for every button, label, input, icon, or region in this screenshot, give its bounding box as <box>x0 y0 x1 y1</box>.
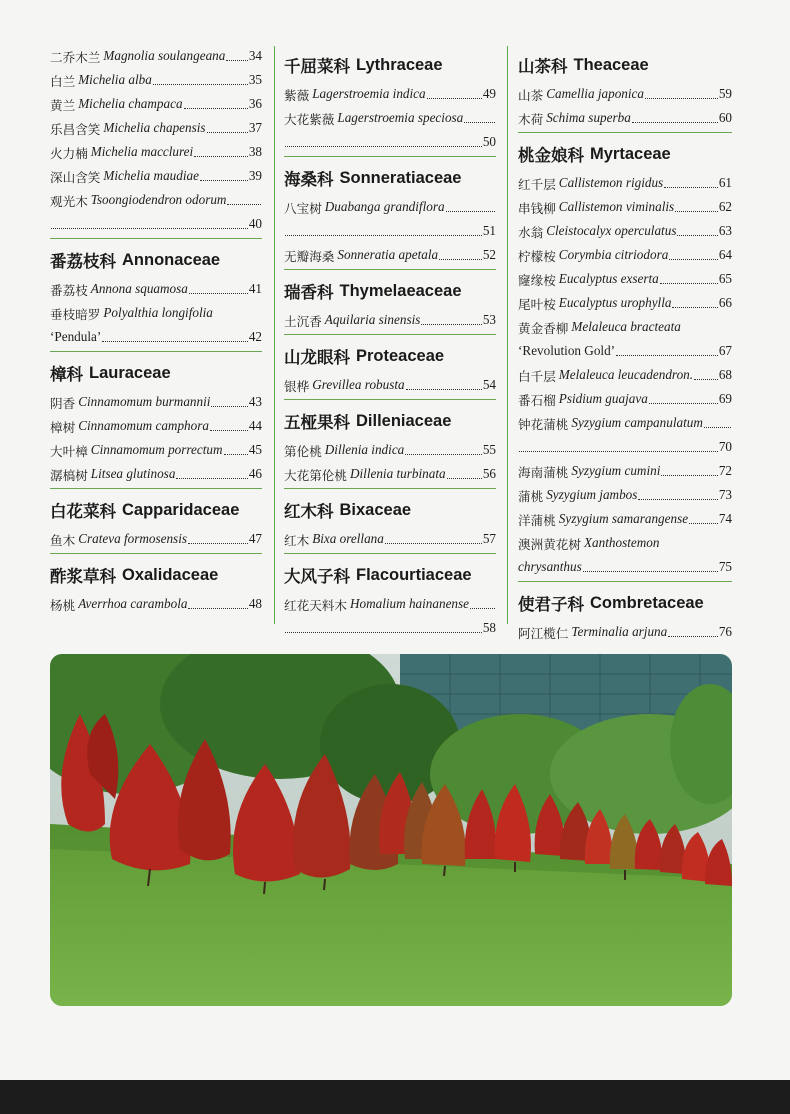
entry-name-cn: 深山含笑 <box>50 169 101 185</box>
toc-entry-continuation[interactable] <box>50 212 262 236</box>
toc-column-1 <box>50 44 262 616</box>
leader-dots <box>664 187 718 188</box>
toc-entry[interactable] <box>518 171 732 195</box>
entry-name-cn: 潺槁树 <box>50 467 88 483</box>
leader-dots <box>645 98 718 99</box>
toc-entry-continuation[interactable] <box>284 219 496 243</box>
toc-entry-continuation[interactable] <box>518 339 732 363</box>
page-number: 64 <box>718 247 732 262</box>
family-heading <box>284 493 496 527</box>
leader-dots <box>200 180 248 181</box>
leader-dots <box>675 211 718 212</box>
entry-name-latin: Eucalyptus urophylla <box>558 295 672 310</box>
family-name-cn: 瑞香科 <box>284 283 334 302</box>
toc-entry[interactable] <box>518 531 732 555</box>
entry-name-cn: 番荔枝 <box>50 282 88 298</box>
family-name-latin: Thymelaeaceae <box>339 281 462 300</box>
toc-entry-continuation[interactable] <box>284 130 496 154</box>
page-number: 59 <box>718 86 732 101</box>
page-number: 57 <box>482 531 496 546</box>
toc-entry[interactable] <box>284 195 496 219</box>
leader-dots <box>224 454 248 455</box>
toc-entry[interactable] <box>518 483 732 507</box>
leader-dots <box>207 132 248 133</box>
leader-dots <box>447 478 482 479</box>
leader-dots <box>632 122 718 123</box>
entry-name-latin: Cinnamomum burmannii <box>78 394 211 409</box>
toc-entry[interactable] <box>518 363 732 387</box>
toc-entry[interactable] <box>518 620 732 644</box>
entry-name-latin: Annona squamosa <box>90 281 188 296</box>
entry-name-cn: 红花天料木 <box>284 597 347 613</box>
toc-entry[interactable] <box>284 106 496 130</box>
entry-name-latin: Polyalthia longifolia <box>103 305 213 320</box>
entry-name-cn: 柠檬桉 <box>518 248 556 264</box>
section-divider <box>50 238 262 239</box>
entry-name-latin: Cleistocalyx operculatus <box>546 223 677 238</box>
entry-name-latin-cont: chrysanthus <box>518 559 582 574</box>
entry-name-cn: 澳洲黄花树 <box>518 536 581 552</box>
entry-name-latin: Psidium guajava <box>558 391 648 406</box>
family-name-cn: 五桠果科 <box>284 413 350 432</box>
toc-entry[interactable] <box>518 82 732 106</box>
family-heading <box>284 558 496 592</box>
page-number: 63 <box>718 223 732 238</box>
family-name-cn: 红木科 <box>284 502 334 521</box>
toc-entry[interactable] <box>50 44 262 68</box>
page-number: 76 <box>718 624 732 639</box>
entry-name-latin: Syzygium jambos <box>546 487 638 502</box>
entry-name-cn: 樟树 <box>50 419 76 435</box>
family-heading <box>518 586 732 620</box>
toc-column-3 <box>518 44 732 644</box>
scan-border <box>0 1080 790 1114</box>
column-divider <box>507 46 508 624</box>
family-heading <box>284 161 496 195</box>
entry-name-cn: 乐昌含笑 <box>50 121 101 137</box>
toc-entry[interactable] <box>518 195 732 219</box>
entry-name-cn: 大花第伦桃 <box>284 467 347 483</box>
entry-name-latin: Dillenia indica <box>324 442 405 457</box>
family-name-latin: Lauraceae <box>89 363 171 382</box>
entry-name-cn: 紫薇 <box>284 87 310 103</box>
section-divider <box>284 269 496 270</box>
entry-name-latin: Michelia chapensis <box>103 120 206 135</box>
toc-entry[interactable] <box>518 291 732 315</box>
page-number: 61 <box>718 175 732 190</box>
page-number: 67 <box>718 343 732 358</box>
leader-dots <box>446 211 495 212</box>
family-name-latin: Theaceae <box>573 55 649 74</box>
family-heading <box>284 404 496 438</box>
leader-dots <box>439 259 482 260</box>
section-divider <box>284 334 496 335</box>
entry-name-cn: 黄兰 <box>50 97 76 113</box>
page-number: 65 <box>718 271 732 286</box>
entry-name-cn: 火力楠 <box>50 145 88 161</box>
toc-entry[interactable] <box>284 527 496 551</box>
toc-entry[interactable] <box>50 527 262 551</box>
entry-name-latin: Corymbia citriodora <box>558 247 669 262</box>
leader-dots <box>660 283 718 284</box>
family-heading <box>518 48 732 82</box>
entry-name-cn: 洋蒲桃 <box>518 512 556 528</box>
entry-name-latin: Camellia japonica <box>546 86 644 101</box>
page-number: 46 <box>248 466 262 481</box>
leader-dots <box>470 608 495 609</box>
entry-name-cn: 钟花蒲桃 <box>518 416 569 432</box>
page-number: 40 <box>248 216 262 231</box>
toc-entry-continuation[interactable] <box>50 325 262 349</box>
leader-dots <box>704 427 731 428</box>
leader-dots <box>188 608 247 609</box>
leader-dots <box>153 84 248 85</box>
entry-name-cn: 白千层 <box>518 368 556 384</box>
family-name-cn: 酢浆草科 <box>50 567 116 586</box>
leader-dots <box>189 293 248 294</box>
leader-dots <box>519 451 718 452</box>
family-name-latin: Lythraceae <box>356 55 443 74</box>
entry-name-latin: Crateva formosensis <box>78 531 187 546</box>
toc-entry-continuation[interactable] <box>518 555 732 579</box>
entry-name-latin-cont: ‘Pendula’ <box>50 329 102 344</box>
page-number: 45 <box>248 442 262 457</box>
toc-entry[interactable] <box>284 373 496 397</box>
family-name-latin: Proteaceae <box>356 346 445 365</box>
section-divider <box>284 488 496 489</box>
page-number: 54 <box>482 377 496 392</box>
entry-name-cn: 窿缘桉 <box>518 272 556 288</box>
toc-entry[interactable] <box>50 592 262 616</box>
family-name-latin: Flacourtiaceae <box>356 565 472 584</box>
page-number: 43 <box>248 394 262 409</box>
toc-entry[interactable] <box>50 188 262 212</box>
toc-entry[interactable] <box>518 459 732 483</box>
entry-name-latin: Michelia macclurei <box>90 144 194 159</box>
entry-name-cn: 海南蒲桃 <box>518 464 569 480</box>
toc-entry[interactable] <box>518 267 732 291</box>
toc-entry[interactable] <box>284 462 496 486</box>
entry-name-cn: 尾叶桉 <box>518 296 556 312</box>
leader-dots <box>677 235 717 236</box>
leader-dots <box>668 636 718 637</box>
page-number: 41 <box>248 281 262 296</box>
leader-dots <box>226 60 247 61</box>
leader-dots <box>227 204 261 205</box>
section-divider <box>518 581 732 582</box>
entry-name-latin: Syzygium samarangense <box>558 511 689 526</box>
toc-entry[interactable] <box>518 106 732 130</box>
family-name-latin: Oxalidaceae <box>122 565 219 584</box>
entry-name-cn: 无瓣海桑 <box>284 248 335 264</box>
entry-name-latin: Callistemon viminalis <box>558 199 675 214</box>
toc-entry[interactable] <box>284 592 496 616</box>
entry-name-cn: 黄金香柳 <box>518 320 569 336</box>
toc-entry-continuation[interactable] <box>518 435 732 459</box>
entry-name-cn: 杨桃 <box>50 597 76 613</box>
entry-name-cn: 大叶樟 <box>50 443 88 459</box>
entry-name-latin: Cinnamomum camphora <box>78 418 209 433</box>
family-name-latin: Dilleniaceae <box>356 411 452 430</box>
family-name-cn: 山龙眼科 <box>284 348 350 367</box>
toc-entry[interactable] <box>50 414 262 438</box>
entry-name-cn: 山茶 <box>518 87 544 103</box>
leader-dots <box>661 475 717 476</box>
page-number: 72 <box>718 463 732 478</box>
leader-dots <box>102 341 248 342</box>
section-divider <box>518 132 732 133</box>
entry-name-latin: Grevillea robusta <box>312 377 405 392</box>
toc-entry[interactable] <box>50 462 262 486</box>
page-number: 35 <box>248 72 262 87</box>
leader-dots <box>210 430 248 431</box>
family-name-latin: Capparidaceae <box>122 500 240 519</box>
family-name-latin: Annonaceae <box>122 250 221 269</box>
leader-dots <box>638 499 717 500</box>
toc-entry[interactable] <box>284 243 496 267</box>
leader-dots <box>427 98 482 99</box>
entry-name-cn: 八宝树 <box>284 200 322 216</box>
family-name-cn: 大风子科 <box>284 567 350 586</box>
page-number: 53 <box>482 312 496 327</box>
entry-name-latin: Sonneratia apetala <box>337 247 439 262</box>
toc-entry[interactable] <box>518 315 732 339</box>
leader-dots <box>176 478 247 479</box>
family-name-latin: Myrtaceae <box>590 144 671 163</box>
page-number: 49 <box>482 86 496 101</box>
entry-name-cn: 大花紫薇 <box>284 111 335 127</box>
page-number: 36 <box>248 96 262 111</box>
toc-entry[interactable] <box>50 140 262 164</box>
section-divider <box>50 488 262 489</box>
entry-name-latin: Dillenia turbinata <box>349 466 446 481</box>
entry-name-latin: Schima superba <box>546 110 631 125</box>
entry-name-latin: Melaleuca leucadendron. <box>558 367 694 382</box>
entry-name-cn: 土沉香 <box>284 313 322 329</box>
leader-dots <box>211 406 247 407</box>
entry-name-latin: Callistemon rigidus <box>558 175 664 190</box>
leader-dots <box>405 454 482 455</box>
toc-entry[interactable] <box>50 92 262 116</box>
entry-name-latin: Cinnamomum porrectum <box>90 442 223 457</box>
leader-dots <box>689 523 718 524</box>
entry-name-latin: Magnolia soulangeana <box>103 48 226 63</box>
page-number: 55 <box>482 442 496 457</box>
leader-dots <box>583 571 718 572</box>
toc-entry[interactable] <box>284 82 496 106</box>
toc-entry[interactable] <box>50 277 262 301</box>
entry-name-cn: 观光木 <box>50 193 88 209</box>
entry-name-latin: Michelia champaca <box>78 96 183 111</box>
family-name-cn: 使君子科 <box>518 595 584 614</box>
leader-dots <box>694 379 718 380</box>
entry-name-cn: 蒲桃 <box>518 488 544 504</box>
leader-dots <box>285 632 482 633</box>
entry-name-cn: 番石榴 <box>518 392 556 408</box>
page-number: 37 <box>248 120 262 135</box>
entry-name-cn: 红千层 <box>518 176 556 192</box>
column-divider <box>274 46 275 624</box>
section-divider <box>50 553 262 554</box>
page-number: 68 <box>718 367 732 382</box>
section-divider <box>284 156 496 157</box>
section-divider <box>284 553 496 554</box>
entry-name-latin: Syzygium campanulatum <box>571 415 703 430</box>
entry-name-cn: 二乔木兰 <box>50 49 101 65</box>
leader-dots <box>406 389 482 390</box>
entry-name-latin: Homalium hainanense <box>349 596 470 611</box>
family-name-latin: Combretaceae <box>590 593 704 612</box>
toc-entry[interactable] <box>50 390 262 414</box>
page-number: 73 <box>718 487 732 502</box>
entry-name-latin: Litsea glutinosa <box>90 466 176 481</box>
page-number: 34 <box>248 48 262 63</box>
leader-dots <box>616 355 718 356</box>
toc-entry[interactable] <box>518 219 732 243</box>
family-heading <box>50 356 262 390</box>
entry-name-cn: 白兰 <box>50 73 76 89</box>
family-name-cn: 千屈菜科 <box>284 57 350 76</box>
page-number: 44 <box>248 418 262 433</box>
entry-name-cn: 木荷 <box>518 111 544 127</box>
family-name-cn: 番荔枝科 <box>50 252 116 271</box>
page-number: 39 <box>248 168 262 183</box>
leader-dots <box>184 108 248 109</box>
leader-dots <box>649 403 718 404</box>
family-name-cn: 樟科 <box>50 365 83 384</box>
family-heading <box>284 48 496 82</box>
entry-name-latin: Eucalyptus exserta <box>558 271 659 286</box>
family-heading <box>50 558 262 592</box>
entry-name-cn: 阴香 <box>50 395 76 411</box>
entry-name-latin: Terminalia arjuna <box>571 624 668 639</box>
entry-name-cn: 鱼木 <box>50 532 76 548</box>
entry-name-latin: Tsoongiodendron odorum <box>90 192 227 207</box>
entry-name-latin: Lagerstroemia speciosa <box>337 110 464 125</box>
entry-name-cn: 第伦桃 <box>284 443 322 459</box>
leader-dots <box>51 228 248 229</box>
page-number: 70 <box>718 439 732 454</box>
toc-column-2 <box>284 44 496 640</box>
toc-entry[interactable] <box>50 116 262 140</box>
family-name-cn: 海桑科 <box>284 170 334 189</box>
family-name-cn: 桃金娘科 <box>518 146 584 165</box>
leader-dots <box>188 543 248 544</box>
page-number: 75 <box>718 559 732 574</box>
leader-dots <box>421 324 481 325</box>
page-number: 69 <box>718 391 732 406</box>
page-number: 48 <box>248 596 262 611</box>
family-heading <box>50 493 262 527</box>
toc-entry[interactable] <box>518 387 732 411</box>
toc-entry[interactable] <box>50 301 262 325</box>
section-divider <box>50 351 262 352</box>
toc-entry[interactable] <box>50 438 262 462</box>
leader-dots <box>672 307 717 308</box>
leader-dots <box>385 543 482 544</box>
leader-dots <box>285 235 482 236</box>
page-number: 60 <box>718 110 732 125</box>
toc-entry[interactable] <box>518 411 732 435</box>
entry-name-latin: Averrhoa carambola <box>78 596 188 611</box>
entry-name-latin-cont: ‘Revolution Gold’ <box>518 343 616 358</box>
page-number: 50 <box>482 134 496 149</box>
entry-name-latin: Lagerstroemia indica <box>312 86 426 101</box>
family-name-cn: 白花菜科 <box>50 502 116 521</box>
page-number: 56 <box>482 466 496 481</box>
leader-dots <box>285 146 482 147</box>
tree-row-photo <box>50 654 732 1006</box>
page-number: 66 <box>718 295 732 310</box>
toc-entry[interactable] <box>50 164 262 188</box>
entry-name-latin: Aquilaria sinensis <box>324 312 421 327</box>
family-heading <box>284 274 496 308</box>
leader-dots <box>669 259 718 260</box>
page-number: 51 <box>482 223 496 238</box>
page-number: 58 <box>482 620 496 635</box>
entry-name-cn: 银桦 <box>284 378 310 394</box>
family-heading <box>284 339 496 373</box>
entry-name-latin: Melaleuca bracteata <box>571 319 681 334</box>
page-number: 42 <box>248 329 262 344</box>
entry-name-latin: Michelia alba <box>78 72 152 87</box>
page-number: 47 <box>248 531 262 546</box>
entry-name-cn: 红木 <box>284 532 310 548</box>
entry-name-cn: 阿江榄仁 <box>518 625 569 641</box>
entry-name-latin: Xanthostemon <box>583 535 660 550</box>
page-number: 38 <box>248 144 262 159</box>
leader-dots <box>464 122 495 123</box>
page-number: 74 <box>718 511 732 526</box>
entry-name-latin: Michelia maudiae <box>103 168 199 183</box>
family-name-latin: Bixaceae <box>339 500 412 519</box>
entry-name-latin: Syzygium cumini <box>571 463 661 478</box>
toc-entry[interactable] <box>518 243 732 267</box>
page-number: 52 <box>482 247 496 262</box>
toc-entry-continuation[interactable] <box>284 616 496 640</box>
toc-entry[interactable] <box>284 438 496 462</box>
toc-entry[interactable] <box>518 507 732 531</box>
toc-entry[interactable] <box>284 308 496 332</box>
page-number: 62 <box>718 199 732 214</box>
section-divider <box>284 399 496 400</box>
entry-name-cn: 串钱柳 <box>518 200 556 216</box>
family-heading <box>50 243 262 277</box>
entry-name-latin: Bixa orellana <box>312 531 384 546</box>
entry-name-cn: 水翁 <box>518 224 544 240</box>
entry-name-latin: Duabanga grandiflora <box>324 199 445 214</box>
family-name-cn: 山茶科 <box>518 57 568 76</box>
family-heading <box>518 137 732 171</box>
family-name-latin: Sonneratiaceae <box>339 168 462 187</box>
toc-entry[interactable] <box>50 68 262 92</box>
leader-dots <box>194 156 248 157</box>
entry-name-cn: 垂枝暗罗 <box>50 306 101 322</box>
